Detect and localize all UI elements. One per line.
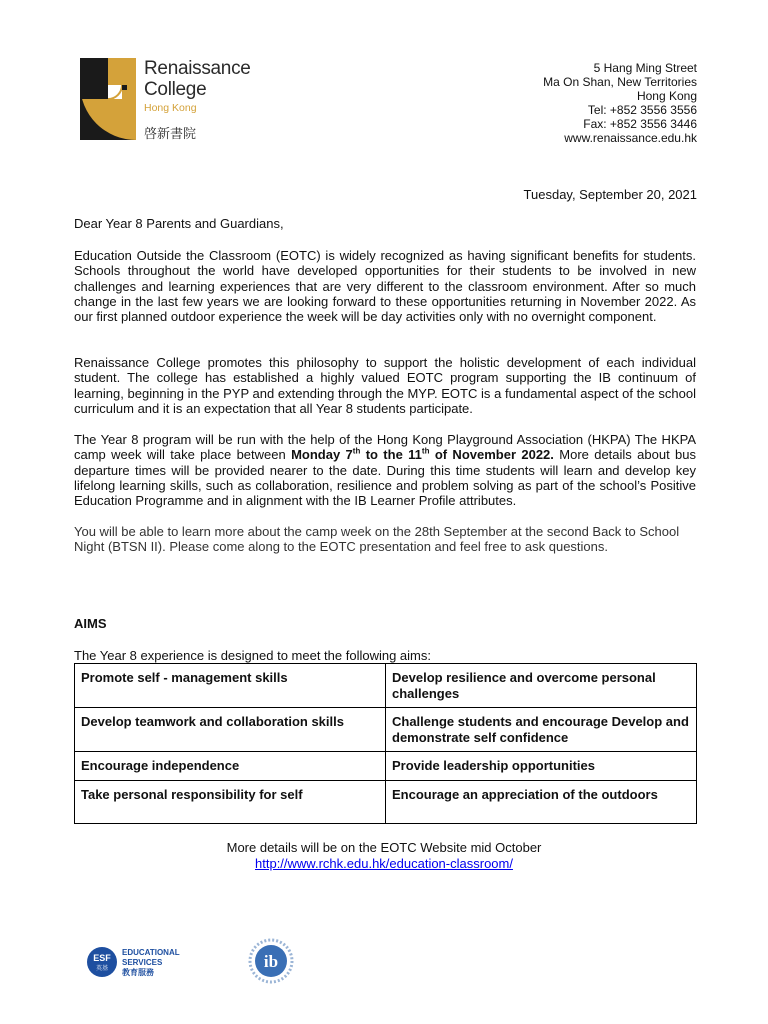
p3-sup-1: th <box>352 446 361 456</box>
ib-mark-text: ib <box>263 952 279 971</box>
esf-line-1: EDUCATIONAL <box>122 948 180 957</box>
esf-badge-text: ESF <box>93 953 111 963</box>
address-line: Hong Kong <box>636 89 697 103</box>
paragraph-3 <box>74 432 696 508</box>
aims-table <box>74 663 697 824</box>
school-address <box>543 61 697 145</box>
esf-badge-icon <box>86 946 118 978</box>
aim-cell: Develop resilience and overcome personal challenges <box>386 664 697 708</box>
p3-date-start <box>291 447 554 462</box>
aim-cell: Challenge students and encourage Develop and demonstrate self confidence <box>386 708 697 752</box>
paragraph-4: You will be able to learn more about the camp week on the 28th September at the second Back to School Night (BTSN II). Please come along to the EOTC presentation and feel free to ask questions. <box>74 524 680 555</box>
aim-cell: Promote self - management skills <box>75 664 386 708</box>
footer <box>0 840 768 872</box>
logo-name-line1: Renaissance <box>144 58 251 79</box>
p3-text: The Year 8 program will be run with the help of the Hong Kong Playground Association (HKPA) The HKPA camp week will take place between <box>74 432 696 463</box>
school-logo <box>80 58 250 148</box>
aim-cell: Provide leadership opportunities <box>386 752 697 781</box>
aim-cell: Encourage independence <box>75 752 386 781</box>
paragraph-1: Education Outside the Classroom (EOTC) is widely recognized as having significant benefits for students. Schools throughout the world have developed opportunities for their students to be involved in new challenges and learning experiences that are very different to the classroom environment. After so much change in the last few years we are looking forward to these opportunities returning in November 2022. As our first planned outdoor experience the week will be day activities only with no overnight component. <box>74 248 696 325</box>
salutation: Dear Year 8 Parents and Guardians, <box>74 216 284 231</box>
website: www.renaissance.edu.hk <box>564 131 697 145</box>
esf-line-2: SERVICES <box>122 958 163 967</box>
esf-badge-cn: 英基 <box>95 965 109 972</box>
table-row <box>75 664 697 708</box>
aims-heading: AIMS <box>74 616 107 631</box>
logo-name-line2: College <box>144 79 207 100</box>
aims-intro: The Year 8 experience is designed to meet the following aims: <box>74 648 431 663</box>
telephone: Tel: +852 3556 3556 <box>587 103 697 117</box>
footer-note: More details will be on the EOTC Website mid October <box>226 840 542 855</box>
table-row <box>75 780 697 823</box>
table-row <box>75 708 697 752</box>
ib-globe-icon <box>248 938 294 984</box>
aim-cell: Encourage an appreciation of the outdoors <box>386 780 697 823</box>
p3-date-end: of November 2022. <box>429 447 554 463</box>
logo-chinese-name: 啓新書院 <box>144 126 197 141</box>
p3-date-start-text: Monday 7 <box>291 447 353 463</box>
paragraph-2: Renaissance College promotes this philosophy to support the holistic development of each individual student. The college has established a highly valued EOTC program supporting the IB continuum of learning, beginning in the PYP and extending through the MYP. EOTC is a fundamental aspect of the school curriculum and it is an expectation that all Year 8 students participate. <box>74 355 696 416</box>
eotc-website-link[interactable]: http://www.rchk.edu.hk/education-classroom/ <box>255 856 513 871</box>
p3-sup-2: th <box>421 446 430 456</box>
esf-logo <box>86 946 180 983</box>
aim-cell: Develop teamwork and collaboration skills <box>75 708 386 752</box>
address-line: 5 Hang Ming Street <box>593 61 697 75</box>
esf-line-3: 教育服務 <box>122 968 154 977</box>
aim-cell: Take personal responsibility for self <box>75 780 386 823</box>
ib-logo <box>248 938 294 989</box>
fax: Fax: +852 3556 3446 <box>583 117 697 131</box>
letter-date: Tuesday, September 20, 2021 <box>523 187 697 202</box>
logo-emblem-icon <box>80 58 136 140</box>
p3-text-end: More details about bus departure times will be provided nearer to the date. During this time students will learn and develop key lifelong learning skills, such as collaboration, resilience and problem solving as part of the school’s Positive Education Programme and in alignment with the IB Learner Profile attributes. <box>74 447 696 509</box>
address-line: Ma On Shan, New Territories <box>543 75 697 89</box>
table-row <box>75 752 697 781</box>
logo-subtitle: Hong Kong <box>144 102 197 114</box>
p3-date-mid: to the 11 <box>360 447 422 463</box>
